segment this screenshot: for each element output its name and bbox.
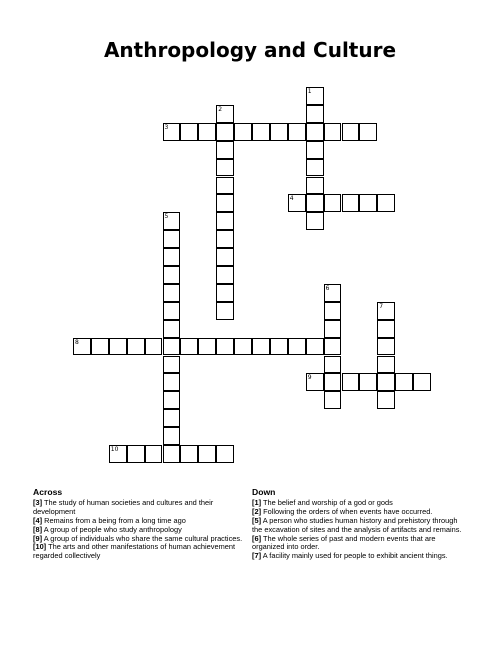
clue-text: A group of individuals who share the same cultural practices. [43, 533, 243, 543]
grid-cell[interactable] [216, 248, 234, 266]
clue-number: [7] [252, 551, 262, 561]
grid-cell[interactable] [306, 177, 324, 195]
clue-number: [5] [252, 515, 262, 525]
grid-cell[interactable] [109, 445, 127, 463]
grid-cell[interactable] [216, 284, 234, 302]
cell-number: 8 [75, 338, 79, 346]
grid-cell[interactable] [306, 123, 324, 141]
clue-across-10 [33, 543, 245, 561]
down-heading: Down [252, 487, 276, 497]
grid-cell[interactable] [180, 123, 198, 141]
grid-cell[interactable] [324, 194, 342, 212]
grid-cell[interactable] [163, 123, 181, 141]
across-clues [33, 488, 245, 561]
grid-cell[interactable] [359, 194, 377, 212]
clue-text: The belief and worship of a god or gods [262, 497, 393, 507]
clue-text: A facility mainly used for people to exhibit ancient things. [262, 551, 448, 561]
grid-cell[interactable] [216, 105, 234, 123]
grid-cell[interactable] [163, 230, 181, 248]
grid-cell[interactable] [216, 445, 234, 463]
grid-cell[interactable] [306, 87, 324, 105]
clue-number: [6] [252, 533, 262, 543]
grid-cell[interactable] [145, 445, 163, 463]
cell-number: 6 [325, 284, 330, 292]
grid-cell[interactable] [216, 230, 234, 248]
grid-cell[interactable] [216, 141, 234, 159]
clue-number: [3] [33, 497, 43, 507]
clue-number: [4] [33, 515, 43, 525]
grid-cell[interactable] [377, 338, 395, 356]
grid-cell[interactable] [377, 373, 395, 391]
grid-cell[interactable] [377, 356, 395, 374]
grid-cell[interactable] [91, 338, 109, 356]
grid-cell[interactable] [216, 123, 234, 141]
cell-number: 7 [379, 302, 384, 310]
grid-cell[interactable] [234, 338, 252, 356]
grid-cell[interactable] [288, 123, 306, 141]
grid-cell[interactable] [163, 302, 181, 320]
grid-cell[interactable] [324, 320, 342, 338]
grid-cell[interactable] [377, 391, 395, 409]
grid-cell[interactable] [163, 212, 181, 230]
grid-cell[interactable] [306, 105, 324, 123]
clue-down-7 [252, 552, 464, 561]
across-heading: Across [33, 487, 63, 497]
grid-cell[interactable] [198, 123, 216, 141]
grid-cell[interactable] [163, 445, 181, 463]
clue-text: The arts and other manifestations of human achievement regarded collectively [33, 542, 236, 561]
grid-cell[interactable] [198, 445, 216, 463]
grid-cell[interactable] [216, 212, 234, 230]
clue-number: [10] [33, 542, 47, 552]
cell-number: 4 [289, 195, 294, 203]
grid-cell[interactable] [324, 302, 342, 320]
clue-down-5 [252, 517, 464, 535]
grid-cell[interactable] [163, 320, 181, 338]
grid-cell[interactable] [216, 338, 234, 356]
clue-text: The whole series of past and modern events that are organized into order. [252, 533, 436, 552]
clue-number: [8] [33, 524, 43, 534]
grid-cell[interactable] [163, 248, 181, 266]
grid-cell[interactable] [377, 194, 395, 212]
grid-cell[interactable] [324, 391, 342, 409]
cell-number: 3 [164, 123, 169, 131]
grid-cell[interactable] [395, 373, 413, 391]
grid-cell[interactable] [324, 284, 342, 302]
grid-cell[interactable] [306, 159, 324, 177]
grid-cell[interactable] [180, 445, 198, 463]
grid-cell[interactable] [180, 338, 198, 356]
grid-cell[interactable] [163, 356, 181, 374]
grid-cell[interactable] [145, 338, 163, 356]
clue-text: The study of human societies and cultures and their development [33, 497, 214, 516]
cell-number: 2 [218, 105, 223, 113]
clue-across-3 [33, 499, 245, 517]
grid-cell[interactable] [234, 123, 252, 141]
grid-cell[interactable] [324, 123, 342, 141]
grid-cell[interactable] [288, 338, 306, 356]
grid-cell[interactable] [377, 302, 395, 320]
clue-text: A person who studies human history and prehistory through the excavation of sites and the analysis of artifacts and remains. [252, 515, 462, 534]
clue-number: [9] [33, 533, 43, 543]
grid-cell[interactable] [306, 194, 324, 212]
grid-cell[interactable] [324, 356, 342, 374]
clue-text: Following the orders of when events have occurred. [263, 506, 433, 516]
grid-cell[interactable] [127, 445, 145, 463]
clue-down-6 [252, 535, 464, 553]
grid-cell[interactable] [216, 302, 234, 320]
grid-cell[interactable] [306, 141, 324, 159]
grid-cell[interactable] [109, 338, 127, 356]
grid-cell[interactable] [252, 338, 270, 356]
grid-cell[interactable] [73, 338, 91, 356]
grid-cell[interactable] [306, 338, 324, 356]
grid-cell[interactable] [127, 338, 145, 356]
grid-cell[interactable] [163, 409, 181, 427]
grid-cell[interactable] [359, 123, 377, 141]
grid-cell[interactable] [342, 373, 360, 391]
grid-cell[interactable] [342, 123, 360, 141]
cell-number: 1 [307, 88, 312, 95]
grid-cell[interactable] [270, 338, 288, 356]
grid-cell[interactable] [216, 159, 234, 177]
grid-cell[interactable] [163, 266, 181, 284]
grid-cell[interactable] [163, 391, 181, 409]
grid-cell[interactable] [198, 338, 216, 356]
grid-cell[interactable] [377, 320, 395, 338]
cell-number: 10 [110, 446, 119, 453]
grid-cell[interactable] [163, 427, 181, 445]
grid-cell[interactable] [324, 338, 342, 356]
puzzle-title: Anthropology and Culture [103, 38, 397, 62]
grid-cell[interactable] [306, 373, 324, 391]
cell-number: 5 [164, 213, 169, 221]
grid-cell[interactable] [324, 373, 342, 391]
grid-cell[interactable] [359, 373, 377, 391]
down-clues [252, 488, 464, 561]
clue-number: [1] [252, 497, 262, 507]
clue-number: [2] [252, 506, 262, 516]
grid-cell[interactable] [216, 266, 234, 284]
grid-cell[interactable] [216, 194, 234, 212]
grid-cell[interactable] [413, 373, 431, 391]
grid-cell[interactable] [216, 177, 234, 195]
grid-cell[interactable] [163, 338, 181, 356]
grid-cell[interactable] [342, 194, 360, 212]
grid-cell[interactable] [306, 212, 324, 230]
grid-cell[interactable] [252, 123, 270, 141]
clue-text: Remains from a being from a long time ago [44, 515, 186, 525]
grid-cell[interactable] [288, 194, 306, 212]
clue-text: A group of people who study anthropology [43, 524, 182, 534]
grid-cell[interactable] [163, 284, 181, 302]
grid-cell[interactable] [163, 373, 181, 391]
cell-number: 9 [307, 374, 312, 382]
grid-cell[interactable] [270, 123, 288, 141]
